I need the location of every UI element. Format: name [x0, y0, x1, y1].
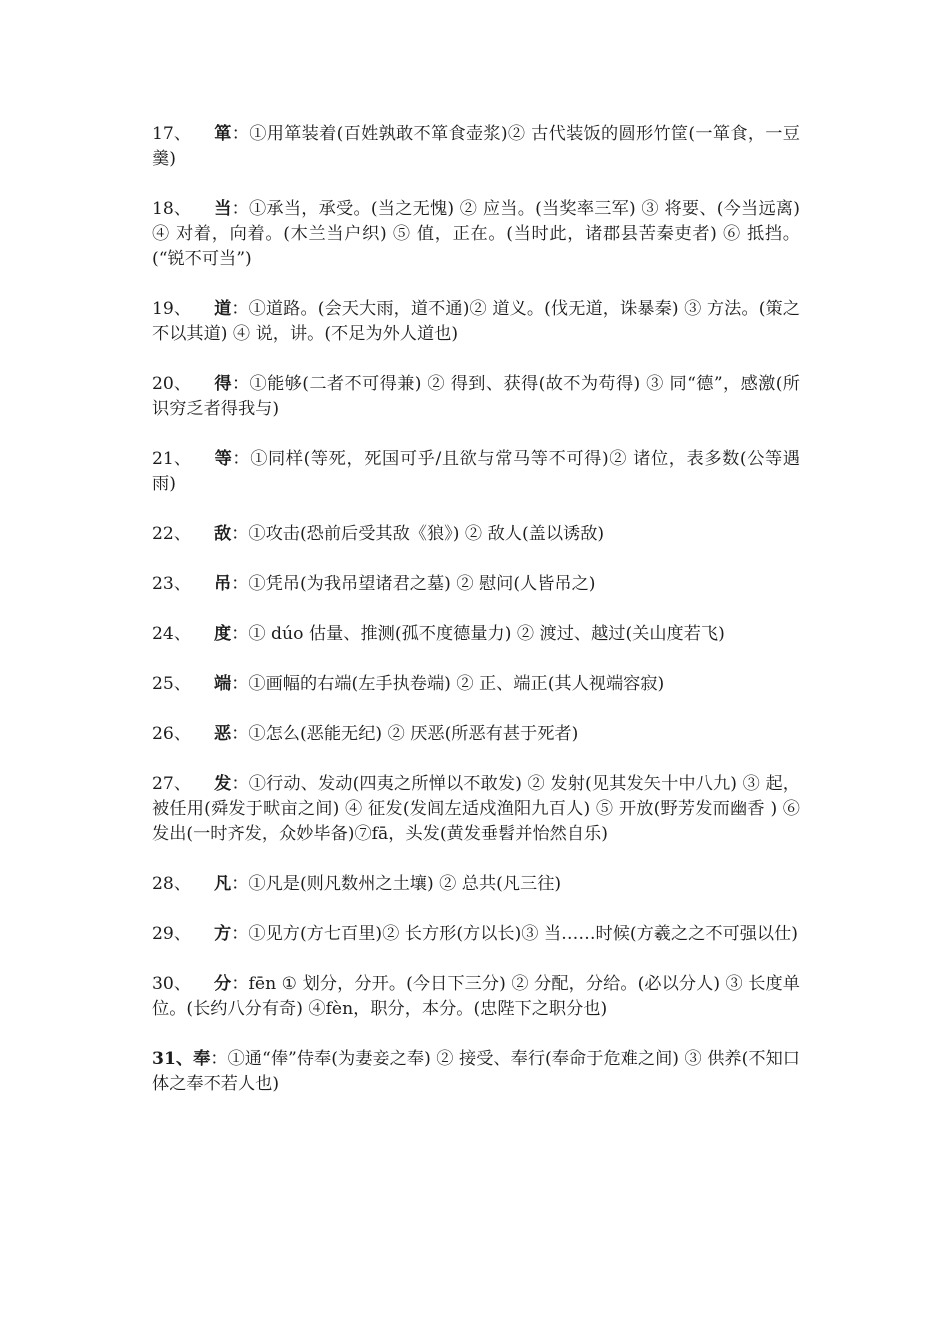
entry-number: 30、 [152, 974, 192, 994]
entry-number: 31、 [152, 1049, 194, 1069]
entry-word: 发 [214, 774, 232, 794]
entry-25 [152, 672, 800, 697]
entry-word: 等 [214, 449, 233, 469]
entry-definitions: ：①道路。(会天大雨，道不通)② 道义。(伐无道，诛暴秦) ③ 方法。(策之不以其道) ④ 说，讲。(不足为外人道也) [152, 299, 800, 344]
entry-21 [152, 447, 800, 497]
entry-28 [152, 872, 800, 897]
entry-24 [152, 622, 800, 647]
entry-17 [152, 122, 800, 172]
entry-word: 度 [214, 624, 232, 644]
entry-definitions: ：①攻击(恐前后受其敌《狼》) ② 敌人(盖以诱敌) [231, 524, 605, 544]
entry-word: 箪 [214, 124, 232, 144]
entry-definitions: ：① dúo 估量、推测(孤不度德量力) ② 渡过、越过(关山度若飞) [231, 624, 725, 644]
entry-word: 当 [214, 199, 232, 219]
entry-word: 奉 [193, 1049, 211, 1069]
entry-31 [152, 1047, 800, 1097]
entry-number: 25、 [152, 674, 192, 694]
entry-definitions: ：①凡是(则凡数州之土壤) ② 总共(凡三往) [231, 874, 562, 894]
entry-definitions: ：①画幅的右端(左手执卷端) ② 正、端正(其人视端容寂) [231, 674, 665, 694]
entry-22 [152, 522, 800, 547]
entry-definitions: ：①怎么(恶能无纪) ② 厌恶(所恶有甚于死者) [231, 724, 579, 744]
entry-definitions: ：①凭吊(为我吊望诸君之墓) ② 慰问(人皆吊之) [231, 574, 596, 594]
entry-30 [152, 972, 800, 1022]
entry-definitions: ：①见方(方七百里)② 长方形(方以长)③ 当……时候(方羲之之不可强以仕) [231, 924, 798, 944]
entry-word: 吊 [214, 574, 232, 594]
entry-definitions: ：①承当，承受。(当之无愧) ② 应当。(当奖率三军) ③ 将要、(今当远离) ④ 对着，向着。(木兰当户织) ⑤ 值，正在。(当时此，诸郡县苦秦吏者) ⑥ 抵挡。(“锐不可当”) [152, 199, 800, 269]
entry-number: 19、 [152, 299, 192, 319]
entry-definitions: ：①能够(二者不可得兼) ② 得到、获得(故不为苟得) ③ 同“德”，感激(所识穷乏者得我与) [152, 374, 800, 419]
entry-number: 21、 [152, 449, 192, 469]
entry-definitions: ：①用箪装着(百姓孰敢不箪食壶浆)② 古代装饭的圆形竹筐(一箪食，一豆羹) [152, 124, 800, 169]
entry-word: 恶 [214, 724, 232, 744]
entry-word: 道 [214, 299, 232, 319]
entry-26 [152, 722, 800, 747]
document-page [152, 122, 800, 1122]
entry-word: 凡 [214, 874, 232, 894]
entry-word: 得 [214, 374, 232, 394]
entry-definitions: ：fēn ① 划分，分开。(今日下三分) ② 分配，分给。(必以分人) ③ 长度单位。(长约八分有奇) ④fèn，职分，本分。(忠陛下之职分也) [152, 974, 800, 1019]
entry-number: 20、 [152, 374, 192, 394]
entry-18 [152, 197, 800, 272]
entry-definitions: ：①通“俸”侍奉(为妻妾之奉) ② 接受、奉行(奉命于危难之间) ③ 供养(不知口体之奉不若人也) [152, 1049, 800, 1094]
entry-number: 26、 [152, 724, 192, 744]
entry-number: 24、 [152, 624, 192, 644]
entry-definitions: ：①同样(等死，死国可乎/且欲与常马等不可得)② 诸位，表多数(公等遇雨) [152, 449, 800, 494]
entry-number: 27、 [152, 774, 192, 794]
entry-word: 端 [214, 674, 232, 694]
entry-19 [152, 297, 800, 347]
entry-number: 17、 [152, 124, 192, 144]
entry-number: 22、 [152, 524, 192, 544]
entry-word: 方 [214, 924, 232, 944]
entry-29 [152, 922, 800, 947]
entry-number: 29、 [152, 924, 192, 944]
entry-23 [152, 572, 800, 597]
entry-number: 18、 [152, 199, 192, 219]
entry-definitions: ：①行动、发动(四夷之所惮以不敢发) ② 发射(见其发矢十中八九) ③ 起，被任用(舜发于畎亩之间) ④ 征发(发闾左适戍渔阳九百人) ⑤ 开放(野芳发而幽香 ) ⑥ 发出(一时齐发，众妙毕备)⑦fā，头发(黄发垂髫并怡然自乐) [152, 774, 800, 844]
entry-number: 28、 [152, 874, 192, 894]
entry-20 [152, 372, 800, 422]
entry-word: 敌 [214, 524, 232, 544]
entry-number: 23、 [152, 574, 192, 594]
entry-word: 分 [214, 974, 232, 994]
entry-27 [152, 772, 800, 847]
